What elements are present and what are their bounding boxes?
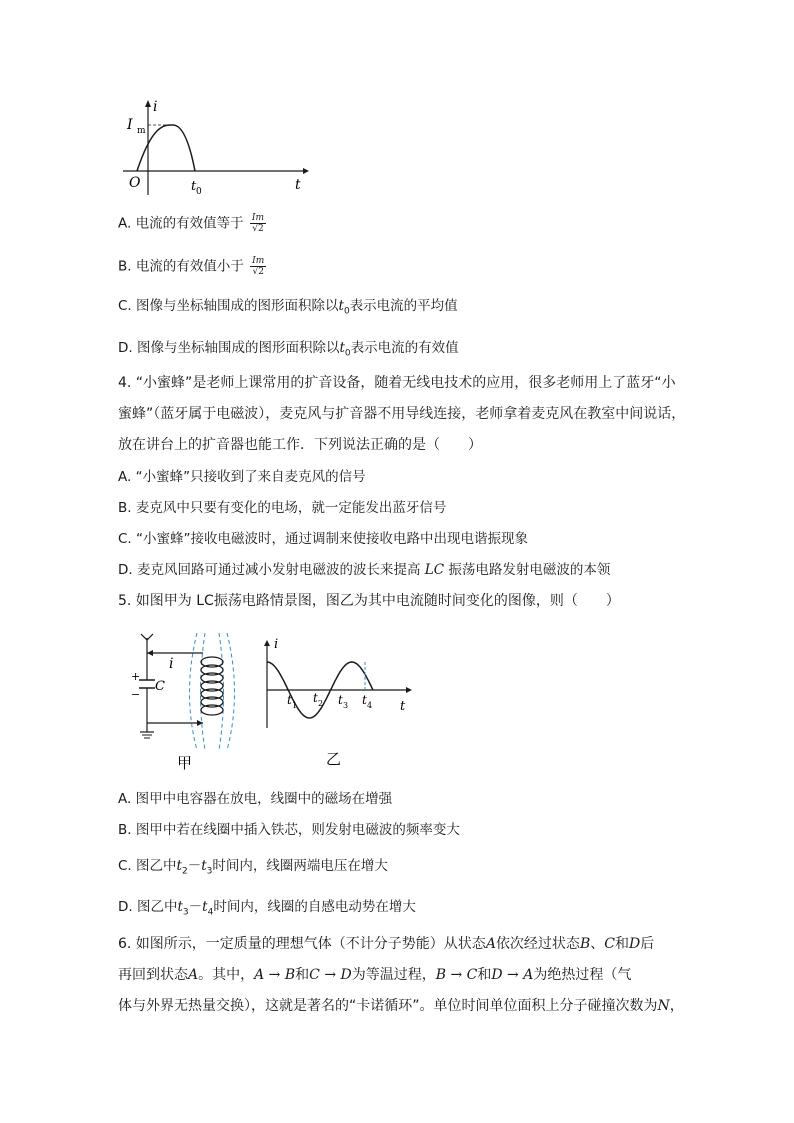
q3-option-d: D. 图像与坐标轴围成的图形面积除以$t_0$表示电流的有效值 [118,340,459,359]
current-sine-graph [258,636,428,771]
i-axis-label: i [274,637,279,652]
current-curve [137,125,195,171]
current-label: i [169,656,174,672]
t2-subscript: 2 [318,699,324,708]
current-time-graph [115,95,315,200]
q4-stem-line2: 蜜蜂”（蓝牙属于电磁波），麦克风与扩音器不用导线连接，老师拿着麦克风在教室中间说话， [118,406,686,422]
t3-label: t [338,693,343,707]
q5-option-c: C. 图乙中$t_2-t_3$时间内，线圈两端电压在增大 [118,858,388,877]
q4-option-c: C. “小蜜蜂”接收电磁波时，通过调制来使接收电路中出现电谐振现象 [118,531,528,547]
q5-stem: 5. 如图甲为 LC振荡电路情景图，图乙为其中电流随时间变化的图像，则（ ） [118,593,620,609]
figure-yi-caption: 乙 [326,750,342,768]
t-axis-arrow [406,687,412,693]
im-over-sqrt2: $\frac{Im}{√2}$ [252,256,265,277]
im-over-sqrt2: $\frac{Im}{√2}$ [251,213,264,234]
q6-line3: 体与外界无热量交换），这就是著名的“卡诺循环”。单位时间单位面积上分子碰撞次数为N， [118,998,684,1014]
figure-jia-caption: 甲 [177,754,193,772]
q3-option-b: B. 电流的有效值小于 $\frac{Im}{√2}$ [118,256,265,277]
current-arrow-top [147,650,153,656]
im-subscript: m [137,126,146,136]
plus-sign: + [131,670,141,683]
field-line-outer-left [190,633,198,750]
q4-option-b: B. 麦克风中只要有变化的电场，就一定能发出蓝牙信号 [118,500,447,516]
origin-label: O [129,175,141,191]
t0-label: t [191,179,197,194]
lc-circuit-figure [125,628,240,773]
q5-option-d: D. 图乙中$t_3-t_4$时间内，线圈的自感电动势在增大 [118,899,416,918]
field-line-outer-right [227,633,235,750]
i-axis-label: i [153,99,158,115]
q3-option-a: A. 电流的有效值等于 $\frac{Im}{√2}$ [118,213,264,234]
q6-line2: 再回到状态A。其中，A → B和C → D为等温过程，B → C和D → A为绝热过程（气 [118,967,632,983]
i-axis-arrow [264,640,270,646]
t-axis-label: t [295,177,301,193]
t3-subscript: 3 [343,701,349,710]
q5-option-a: A. 图甲中电容器在放电，线圈中的磁场在增强 [118,791,393,807]
q4-option-d: D. 麦克风回路可通过减小发射电磁波的波长来提高 LC 振荡电路发射电磁波的本领 [118,562,611,578]
t1-label: t [287,693,292,707]
t4-label: t [362,693,367,707]
q4-stem-line1: 4. “小蜜蜂”是老师上课常用的扩音设备，随着无线电技术的应用，很多老师用上了蓝牙“小 [118,375,676,391]
i-axis-arrow [145,100,151,107]
q3-option-c: C. 图像与坐标轴围成的图形面积除以$t_0$表示电流的平均值 [118,298,458,317]
t0-subscript: 0 [196,187,202,197]
t-axis-label: t [400,699,406,714]
im-label: I [127,117,133,133]
t2-label: t [313,691,318,705]
t-axis-arrow [303,168,309,174]
t4-subscript: 4 [367,701,373,710]
t1-subscript: 1 [292,701,298,710]
q6-line1: 6. 如图所示，一定质量的理想气体（不计分子势能）从状态A依次经过状态B、C和D后 [118,936,655,952]
q5-option-b: B. 图甲中若在线圈中插入铁芯，则发射电磁波的频率变大 [118,822,460,838]
minus-sign: − [131,688,141,701]
q4-stem-line3: 放在讲台上的扩音器也能工作．下列说法正确的是（ ） [118,437,482,453]
inductor-coil [201,657,223,715]
capacitor-label: C [155,679,165,694]
q4-option-a: A. “小蜜蜂”只接收到了来自麦克风的信号 [118,469,366,485]
